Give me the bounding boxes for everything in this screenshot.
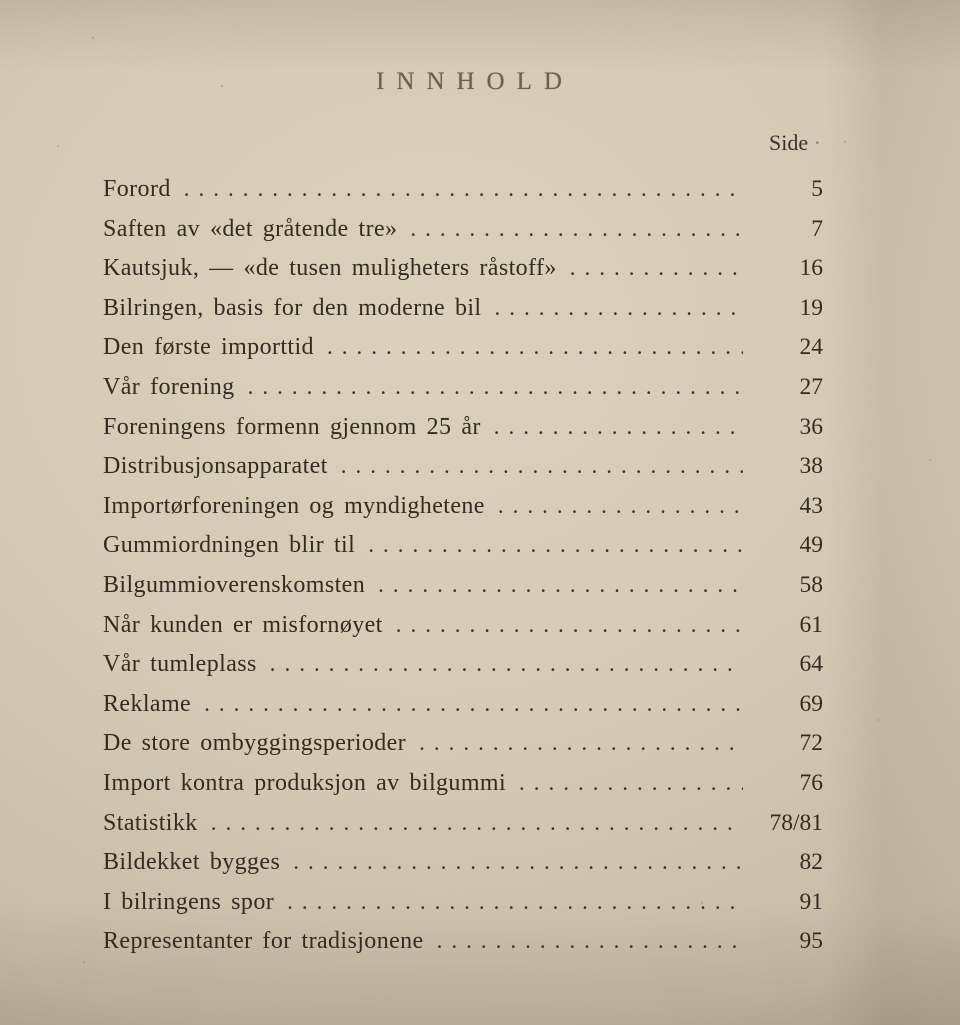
toc-entry-title: Bildekket bygges bbox=[103, 849, 281, 876]
toc-entry-page-number: 69 bbox=[799, 690, 823, 717]
toc-entry-page-number: 7 bbox=[811, 215, 823, 242]
dot-leader bbox=[327, 327, 743, 367]
toc-entry-row bbox=[103, 446, 823, 486]
toc-entry-title: I bilringens spor bbox=[103, 888, 275, 915]
dot-leader bbox=[211, 803, 743, 843]
dot-leader bbox=[396, 605, 743, 645]
toc-entry-page-number: 95 bbox=[799, 928, 823, 955]
toc-entry-title: Bilgummioverenskomsten bbox=[103, 571, 366, 598]
toc-entry-title: Distribusjonsapparatet bbox=[103, 453, 328, 480]
page-number-column-header: Side · bbox=[769, 130, 821, 156]
toc-entry-row bbox=[103, 367, 823, 407]
toc-entry-page-number: 58 bbox=[799, 571, 823, 598]
dot-leader bbox=[498, 486, 743, 526]
dot-leader bbox=[419, 723, 743, 763]
toc-entry-row bbox=[103, 882, 823, 922]
toc-entry-page-number: 38 bbox=[799, 453, 823, 480]
toc-entry-page-number: 78/81 bbox=[769, 809, 823, 836]
toc-entry-title: De store ombyggingsperioder bbox=[103, 730, 407, 757]
toc-entry-page-number: 5 bbox=[811, 176, 823, 202]
toc-entry-title: Vår forening bbox=[103, 373, 235, 400]
toc-entry-title: Reklame bbox=[103, 690, 192, 717]
toc-entries bbox=[103, 169, 823, 961]
toc-entry-title: Når kunden er misfornøyet bbox=[103, 611, 383, 638]
toc-entry-title: Bilringen, basis for den moderne bil bbox=[103, 294, 482, 321]
dot-leader bbox=[495, 288, 744, 328]
dot-leader bbox=[494, 407, 743, 447]
toc-entry-title: Kautsjuk, — «de tusen muligheters råstoff» bbox=[103, 255, 557, 282]
dot-leader bbox=[248, 367, 743, 407]
toc-entry-page-number: 24 bbox=[799, 334, 823, 361]
dot-leader bbox=[519, 763, 743, 803]
toc-entry-row bbox=[103, 803, 823, 843]
dot-leader bbox=[204, 684, 743, 724]
toc-entry-row bbox=[103, 565, 823, 605]
toc-entry-title: Foreningens formenn gjennom 25 år bbox=[103, 413, 481, 440]
toc-entry-title: Gummiordningen blir til bbox=[103, 532, 356, 559]
toc-entry-row bbox=[103, 921, 823, 961]
toc-entry-title: Den første importtid bbox=[103, 334, 314, 361]
toc-entry-row bbox=[103, 486, 823, 526]
toc-entry-title: Representanter for tradisjonene bbox=[103, 928, 424, 955]
toc-entry-row bbox=[103, 763, 823, 803]
toc-entry-row bbox=[103, 169, 823, 209]
toc-entry-page-number: 72 bbox=[799, 730, 823, 757]
dot-leader bbox=[341, 446, 743, 486]
toc-entry-page-number: 16 bbox=[799, 255, 823, 282]
toc-entry-page-number: 27 bbox=[799, 373, 823, 400]
toc-entry-title: Import kontra produksjon av bilgummi bbox=[103, 769, 507, 796]
toc-entry-title: Saften av «det gråtende tre» bbox=[103, 215, 398, 242]
toc-entry-row bbox=[103, 644, 823, 684]
toc-entry-page-number: 36 bbox=[799, 413, 823, 440]
toc-entry-row bbox=[103, 209, 823, 249]
toc-entry-row bbox=[103, 842, 823, 882]
toc-entry-title: Vår tumleplass bbox=[103, 651, 257, 678]
toc-entry-row bbox=[103, 327, 823, 367]
toc-entry-title: Importørforeningen og myndighetene bbox=[103, 492, 485, 519]
dot-leader bbox=[410, 209, 743, 249]
toc-entry-row bbox=[103, 288, 823, 328]
toc-entry-row bbox=[103, 684, 823, 724]
toc-entry-row bbox=[103, 605, 823, 645]
toc-entry-row bbox=[103, 248, 823, 288]
dot-leader bbox=[368, 525, 743, 565]
dot-leader bbox=[293, 842, 743, 882]
dot-leader bbox=[437, 921, 743, 961]
toc-entry-row bbox=[103, 407, 823, 447]
toc-entry-page-number: 91 bbox=[799, 888, 823, 915]
toc-entry-title: Forord bbox=[103, 176, 171, 202]
toc-entry-page-number: 49 bbox=[799, 532, 823, 559]
page-title: INNHOLD bbox=[376, 68, 574, 95]
toc-entry-page-number: 19 bbox=[799, 294, 823, 321]
toc-entry-page-number: 82 bbox=[799, 849, 823, 876]
dot-leader bbox=[184, 169, 743, 209]
dot-leader bbox=[570, 248, 743, 288]
toc-entry-page-number: 61 bbox=[799, 611, 823, 638]
dot-leader bbox=[270, 644, 743, 684]
toc-entry-row bbox=[103, 525, 823, 565]
toc-entry-page-number: 64 bbox=[799, 651, 823, 678]
toc-entry-row bbox=[103, 723, 823, 763]
toc-entry-title: Statistikk bbox=[103, 809, 198, 836]
dot-leader bbox=[287, 882, 743, 922]
toc-entry-page-number: 43 bbox=[799, 492, 823, 519]
dot-leader bbox=[378, 565, 743, 605]
toc-entry-page-number: 76 bbox=[799, 769, 823, 796]
